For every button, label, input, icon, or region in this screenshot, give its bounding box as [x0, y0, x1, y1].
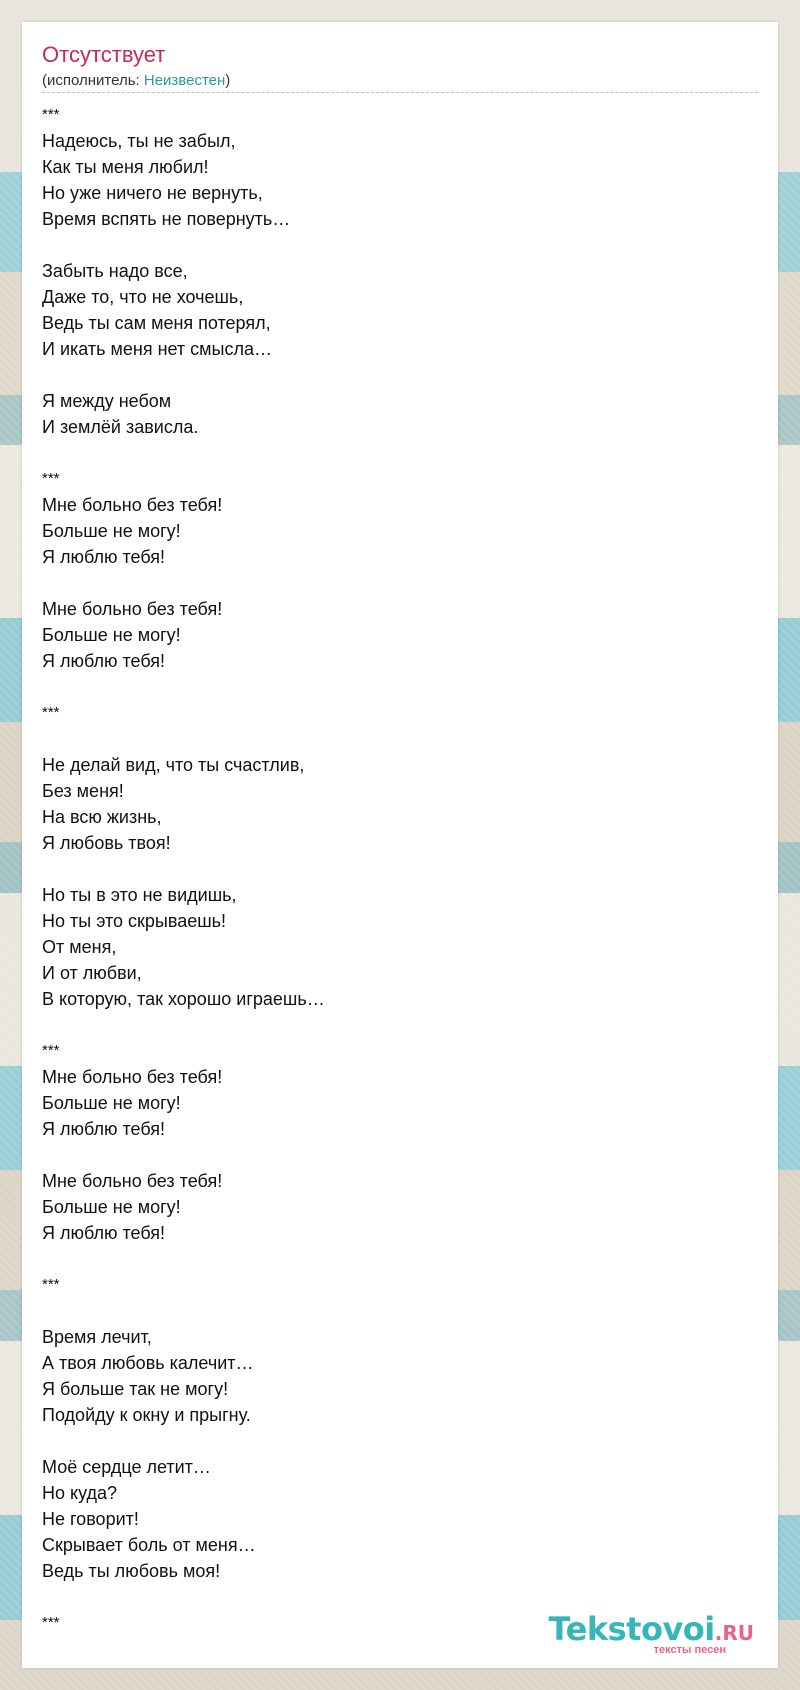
lyric-line: Я больше так не могу!: [42, 1379, 229, 1399]
lyric-blank-line: [42, 674, 742, 700]
lyric-blank-line: [42, 570, 742, 596]
stanza-separator: ***: [42, 106, 60, 123]
lyric-line: А твоя любовь калечит…: [42, 1353, 254, 1373]
lyric-blank-line: [42, 1298, 742, 1324]
lyric-line: Я люблю тебя!: [42, 1119, 166, 1139]
lyric-line: В которую, так хорошо играешь…: [42, 989, 325, 1009]
lyric-line: И землёй зависла.: [42, 417, 199, 437]
stanza-separator: ***: [42, 470, 60, 487]
lyric-line: Я люблю тебя!: [42, 1223, 166, 1243]
artist-link[interactable]: Неизвестен: [143, 72, 226, 89]
logo-tagline: тексты песен: [653, 1644, 726, 1656]
lyric-line: Ведь ты сам меня потерял,: [42, 313, 271, 333]
lyric-line: Но ты в это не видишь,: [42, 885, 237, 905]
lyric-line: Мне больно без тебя!: [42, 1067, 223, 1087]
lyric-line: Больше не могу!: [42, 1093, 181, 1113]
stanza-separator: ***: [42, 1276, 60, 1293]
lyric-line: На всю жизнь,: [42, 807, 162, 827]
title-divider: [42, 92, 758, 93]
lyric-blank-line: [42, 440, 742, 466]
artist-line: [42, 72, 230, 90]
lyric-line: Я люблю тебя!: [42, 651, 166, 671]
lyric-line: Забыть надо все,: [42, 261, 188, 281]
lyrics-body: [42, 102, 742, 1636]
lyric-line: Даже то, что не хочешь,: [42, 287, 244, 307]
lyric-line: Надеюсь, ты не забыл,: [42, 131, 236, 151]
lyric-line: Не делай вид, что ты счастлив,: [42, 755, 305, 775]
lyric-line: Мне больно без тебя!: [42, 1171, 223, 1191]
lyric-line: Время вспять не повернуть…: [42, 209, 291, 229]
lyric-line: Мне больно без тебя!: [42, 599, 223, 619]
lyric-line: Мне больно без тебя!: [42, 495, 223, 515]
lyric-blank-line: [42, 1012, 742, 1038]
lyric-line: Время лечит,: [42, 1327, 152, 1347]
lyric-blank-line: [42, 726, 742, 752]
lyric-blank-line: [42, 362, 742, 388]
lyric-blank-line: [42, 1428, 742, 1454]
logo-name: Tekstovoi: [548, 1610, 715, 1648]
lyrics-card: [22, 22, 778, 1668]
lyric-line: Но уже ничего не вернуть,: [42, 183, 263, 203]
lyric-blank-line: [42, 1142, 742, 1168]
lyric-blank-line: [42, 1584, 742, 1610]
lyric-line: И икать меня нет смысла…: [42, 339, 273, 359]
song-title: Отсутствует: [42, 42, 166, 67]
site-logo[interactable]: [548, 1610, 764, 1656]
lyric-line: Больше не могу!: [42, 1197, 181, 1217]
lyric-blank-line: [42, 232, 742, 258]
lyric-line: Но ты это скрываешь!: [42, 911, 227, 931]
lyric-blank-line: [42, 856, 742, 882]
lyric-line: Как ты меня любил!: [42, 157, 209, 177]
lyric-line: И от любви,: [42, 963, 142, 983]
lyric-blank-line: [42, 1246, 742, 1272]
stanza-separator: ***: [42, 1042, 60, 1059]
logo-tld: .RU: [714, 1621, 754, 1645]
lyric-line: Ведь ты любовь моя!: [42, 1561, 221, 1581]
lyric-line: Без меня!: [42, 781, 124, 801]
stanza-separator: ***: [42, 704, 60, 721]
artist-suffix: ): [225, 72, 231, 89]
lyric-line: Я люблю тебя!: [42, 547, 166, 567]
lyric-line: Но куда?: [42, 1483, 118, 1503]
lyric-line: Больше не могу!: [42, 521, 181, 541]
stanza-separator: ***: [42, 1614, 60, 1631]
lyric-line: Моё сердце летит…: [42, 1457, 211, 1477]
lyric-line: Подойду к окну и прыгну.: [42, 1405, 251, 1425]
lyric-line: От меня,: [42, 937, 117, 957]
lyric-line: Я между небом: [42, 391, 172, 411]
lyric-line: Скрывает боль от меня…: [42, 1535, 256, 1555]
lyric-line: Больше не могу!: [42, 625, 181, 645]
lyric-line: Я любовь твоя!: [42, 833, 171, 853]
lyric-line: Не говорит!: [42, 1509, 139, 1529]
artist-prefix: (исполнитель:: [42, 72, 144, 89]
